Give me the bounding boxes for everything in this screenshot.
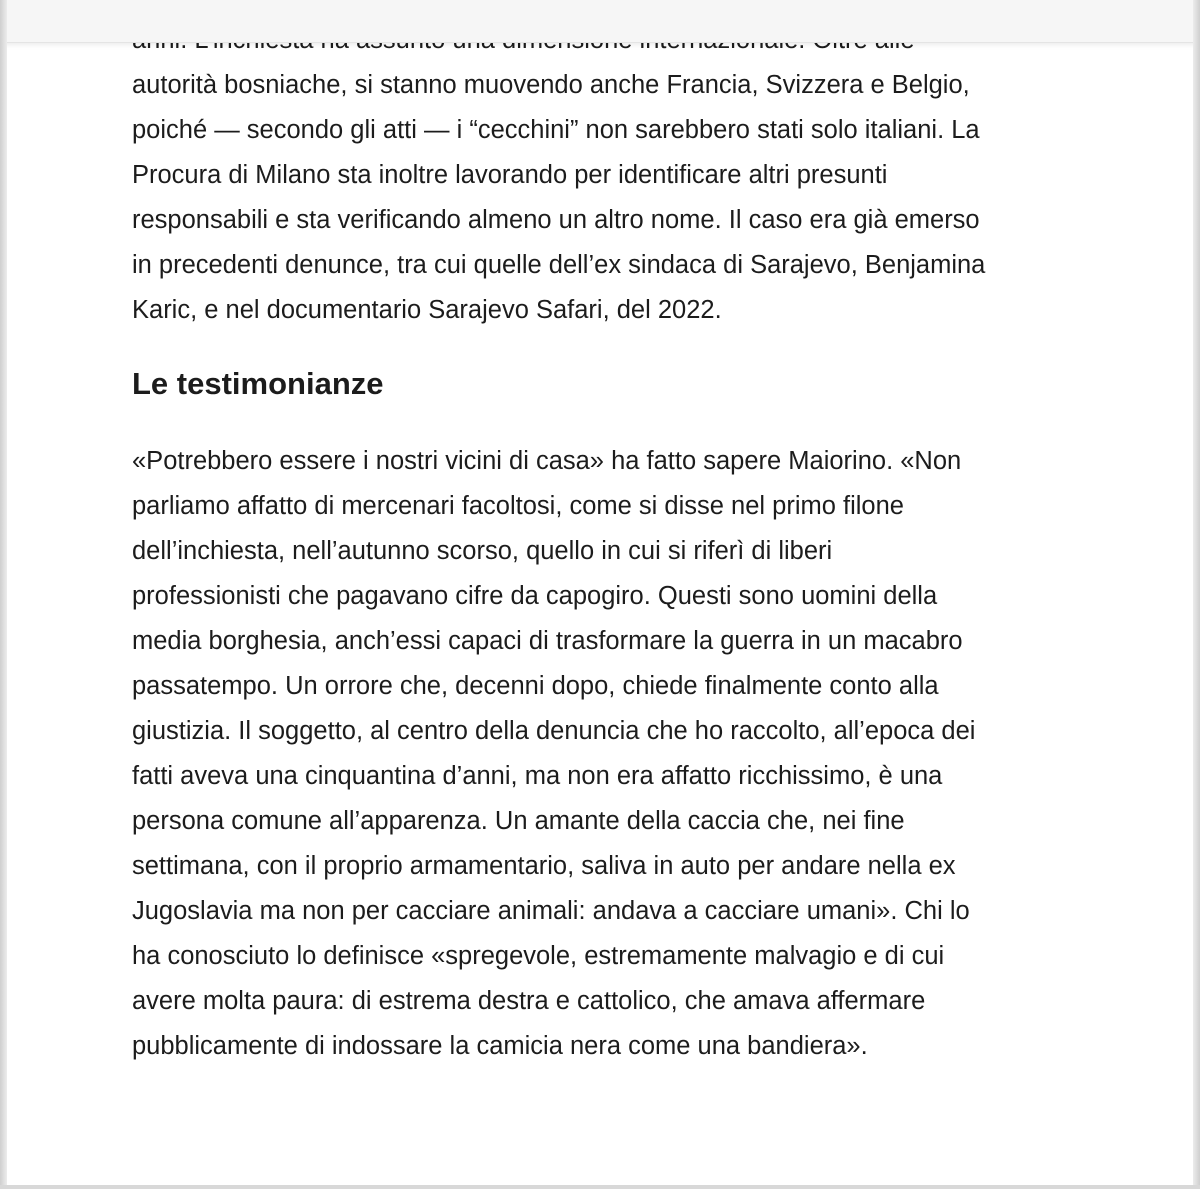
paragraph-line: professionisti che pagavano cifre da capogiro. Questi sono uomini della (132, 582, 938, 610)
section-heading: Le testimonianze (132, 366, 384, 401)
paragraph-line: parliamo affatto di mercenari facoltosi, come si disse nel primo filone (132, 492, 904, 520)
paragraph-line: Karic, e nel documentario Sarajevo Safari, del 2022. (132, 296, 722, 324)
paragraph-line: poiché — secondo gli atti — i “cecchini” non sarebbero stati solo italiani. La (132, 116, 980, 144)
paragraph-line: avere molta paura: di estrema destra e cattolico, che amava affermare (132, 987, 926, 1015)
paragraph-line: pubblicamente di indossare la camicia nera come una bandiera». (132, 1032, 868, 1060)
paragraph-line: giustizia. Il soggetto, al centro della denuncia che ho raccolto, all’epoca dei (132, 717, 976, 745)
paragraph-line: settimana, con il proprio armamentario, saliva in auto per andare nella ex (132, 852, 956, 880)
paragraph-line: fatti aveva una cinquantina d’anni, ma non era affatto ricchissimo, è una (132, 762, 943, 790)
paragraph-line: autorità bosniache, si stanno muovendo anche Francia, Svizzera e Belgio, (132, 71, 970, 99)
bottom-page-edge (0, 1185, 1200, 1189)
paragraph-1 (132, 18, 1062, 333)
paragraph-2 (132, 439, 1062, 1069)
paragraph-line: «Potrebbero essere i nostri vicini di casa» ha fatto sapere Maiorino. «Non (132, 447, 962, 475)
article-body (132, 18, 1062, 1069)
paragraph-line: in precedenti denunce, tra cui quelle dell’ex sindaca di Sarajevo, Benjamina (132, 251, 986, 279)
paragraph-line: passatempo. Un orrore che, decenni dopo, chiede finalmente conto alla (132, 672, 939, 700)
paragraph-line: media borghesia, anch’essi capaci di trasformare la guerra in un macabro (132, 627, 963, 655)
paragraph-line: persona comune all’apparenza. Un amante della caccia che, nei fine (132, 807, 905, 835)
top-toolbar (0, 0, 1200, 43)
paragraph-line: dell’inchiesta, nell’autunno scorso, quello in cui si riferì di liberi (132, 537, 833, 565)
paragraph-line: Procura di Milano sta inoltre lavorando per identificare altri presunti (132, 161, 888, 189)
left-page-edge (0, 0, 7, 1189)
paragraph-line: ha conosciuto lo definisce «spregevole, estremamente malvagio e di cui (132, 942, 945, 970)
right-page-edge (1193, 0, 1200, 1189)
paragraph-line: Jugoslavia ma non per cacciare animali: andava a cacciare umani». Chi lo (132, 897, 970, 925)
paragraph-line: responsabili e sta verificando almeno un altro nome. Il caso era già emerso (132, 206, 980, 234)
